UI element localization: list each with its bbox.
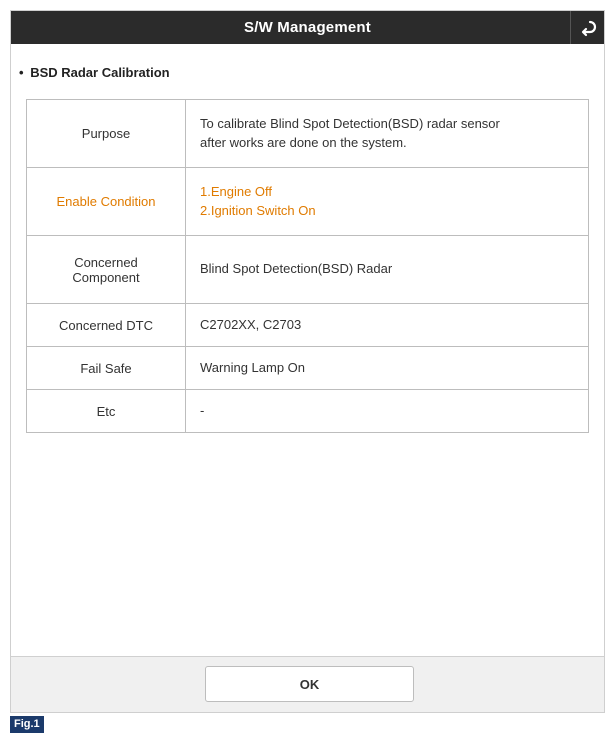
row-label-etc: Etc [27, 390, 186, 433]
row-value-concerned-dtc: C2702XX, C2703 [186, 304, 589, 347]
table-row-enable-condition [27, 168, 589, 236]
row-value-enable-condition [186, 168, 589, 236]
return-arrow-icon [579, 19, 597, 37]
figure-label: Fig.1 [10, 716, 44, 733]
purpose-line-1: To calibrate Blind Spot Detection(BSD) radar sensor [200, 115, 500, 131]
back-button[interactable] [570, 11, 604, 44]
section-heading-text: BSD Radar Calibration [30, 65, 170, 80]
bottom-bar [11, 656, 604, 712]
title-bar [11, 11, 604, 44]
table-row-purpose [27, 100, 589, 168]
table-row-concerned-dtc [27, 304, 589, 347]
row-value-etc: - [186, 390, 589, 433]
ok-button[interactable]: OK [205, 666, 414, 702]
row-value-concerned-component: Blind Spot Detection(BSD) Radar [186, 236, 589, 304]
purpose-line-2: after works are done on the system. [200, 134, 407, 150]
table-row-concerned-component [27, 236, 589, 304]
section-heading [19, 65, 170, 80]
table-row-fail-safe [27, 347, 589, 390]
enable-condition-line-2: 2.Ignition Switch On [200, 202, 316, 218]
component-label-line-1: Concerned [74, 254, 138, 270]
row-value-purpose [186, 100, 589, 168]
enable-condition-line-1: 1.Engine Off [200, 183, 273, 199]
heading-bullet: • [19, 65, 24, 80]
row-label-enable-condition: Enable Condition [27, 168, 186, 236]
calibration-info-table [26, 99, 589, 433]
component-label-line-2: Component [72, 269, 140, 285]
row-label-fail-safe: Fail Safe [27, 347, 186, 390]
row-value-fail-safe: Warning Lamp On [186, 347, 589, 390]
row-label-purpose: Purpose [27, 100, 186, 168]
row-label-concerned-component [27, 236, 186, 304]
row-label-concerned-dtc: Concerned DTC [27, 304, 186, 347]
dialog-window [10, 10, 605, 713]
table-row-etc [27, 390, 589, 433]
window-title: S/W Management [244, 19, 371, 36]
